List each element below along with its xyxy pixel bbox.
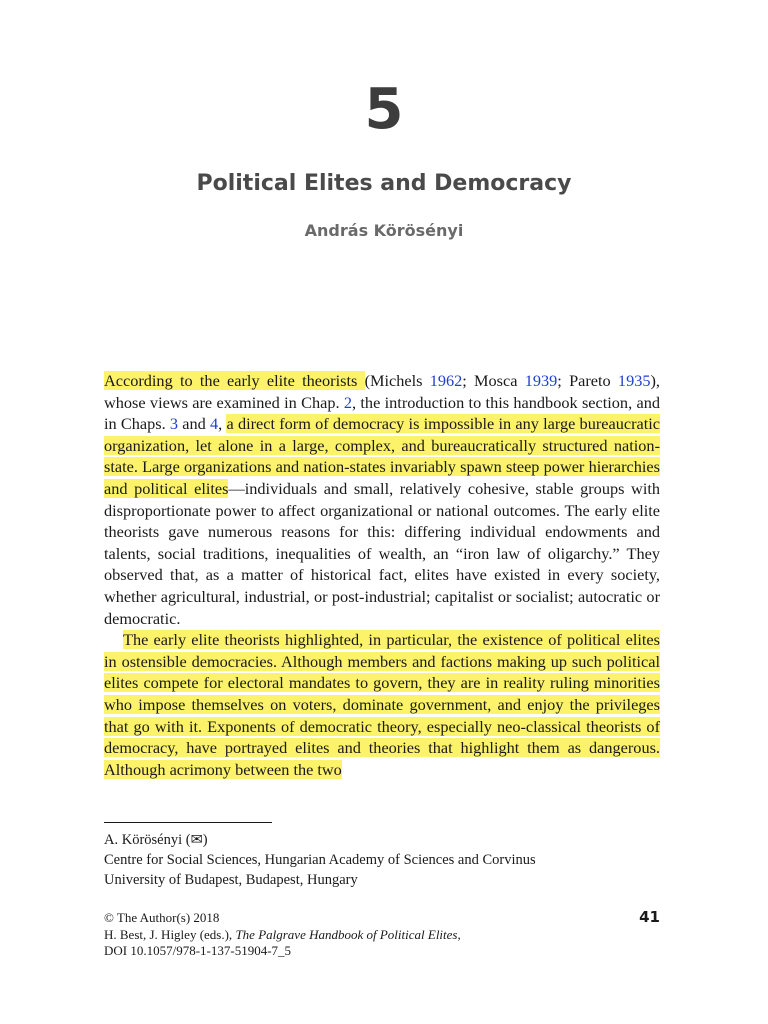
copyright-line: © The Author(s) 2018 <box>104 910 220 925</box>
chapter-link[interactable]: 2 <box>343 392 352 412</box>
chapter-link[interactable]: 3 <box>169 414 179 434</box>
chapter-link[interactable]: 4 <box>210 414 219 434</box>
paragraph-2 <box>104 629 660 780</box>
book-title: The Palgrave Handbook of Political Elites <box>235 926 458 942</box>
text-span: ; Mosca <box>462 371 525 390</box>
editors: H. Best, J. Higley (eds.), <box>104 926 236 942</box>
body-text <box>104 370 660 780</box>
text-span: ; Pareto <box>557 371 618 390</box>
affiliation-line: University of Budapest, Budapest, Hungary <box>104 872 358 888</box>
text-span: , <box>457 926 461 942</box>
chapter-number: 5 <box>364 77 404 142</box>
page-number: 41 <box>639 908 660 926</box>
text-span: , <box>218 414 227 434</box>
text-span: , the introduction to this handbook section, and in Chaps. <box>104 392 660 434</box>
copyright-block <box>104 910 584 960</box>
author-affiliation <box>104 830 664 890</box>
highlighted-text: According to the early elite theorists <box>104 371 365 390</box>
chapter-title: Political Elites and Democracy <box>196 171 572 196</box>
affiliation-line: Centre for Social Sciences, Hungarian Academy of Sciences and Corvinus <box>104 852 536 868</box>
text-span: ), whose views are examined in Chap. <box>104 371 660 412</box>
paragraph-1 <box>104 370 660 629</box>
citation-link[interactable]: 1935 <box>617 371 651 390</box>
citation-line <box>104 927 584 944</box>
doi-line: DOI 10.1057/978-1-137-51904-7_5 <box>104 943 292 958</box>
text-span: —individuals and small, relatively cohesive, stable groups with disproportionate power to affect organizational or national outcomes. The early elite theorists gave numerous reasons for this: differing individual endowments and talents, social traditions, inequalities of wealth, an “iron law of oligarchy.” They observed that, as a matter of historical fact, elites have existed in every society, whether agricultural, industrial, or post-industrial; capitalist or socialist; autocratic or democratic. <box>104 478 661 628</box>
citation-link[interactable]: 1939 <box>524 371 558 390</box>
highlighted-text: a direct form of democracy is impossible in any large bureaucratic organization, let alone in a large, complex, and bureaucratically structured nation-state. Large organizations and nation-states invariably spawn steep power hierarchies and political elites <box>104 414 660 498</box>
affiliation-author-line: A. Körösényi (✉) <box>104 832 208 848</box>
footnote-divider <box>104 822 272 823</box>
highlighted-text: The early elite theorists highlighted, in particular, the existence of political elites in ostensible democracies. Although members and factions making up such political elites compete for electoral mandates to govern, they are in reality ruling minorities who impose themselves on voters, dominate government, and enjoy the privileges that go with it. Exponents of democratic theory, especially neo-classical theorists of democracy, have portrayed elites and theories that highlight them as dangerous. Although acrimony between the two <box>104 630 660 779</box>
text-span: (Michels <box>364 371 430 390</box>
citation-link[interactable]: 1962 <box>429 371 463 390</box>
chapter-author: András Körösényi <box>304 221 464 240</box>
text-span: and <box>178 414 211 434</box>
